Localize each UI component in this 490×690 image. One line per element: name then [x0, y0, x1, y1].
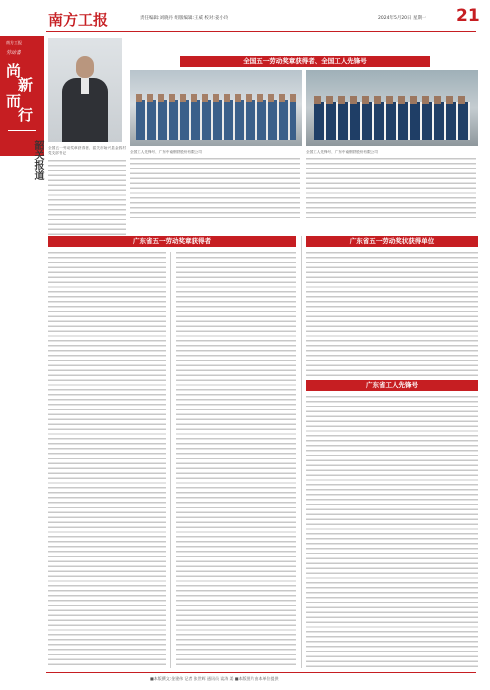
footer-credits: ■本版撰文:金建伟 记者 张世辉 通讯员 谈涛 姜 ■本版图片由本单位提供 [150, 676, 279, 681]
side-tab-char: 行 [18, 106, 34, 124]
section-banner-national: 全国五一劳动奖章获得者、全国工人先锋号 [180, 56, 430, 67]
issue-date: 2024年5月20日 星期一 [378, 16, 427, 21]
group-photo-2 [306, 70, 478, 146]
side-tab-char: 新 [18, 76, 34, 94]
group-photo-1 [130, 70, 302, 146]
section-banner-provincial-award: 广东省五一劳动奖状获得单位 [306, 236, 478, 247]
newspaper-logo: 南方工报 [48, 11, 109, 29]
workers-heads [314, 96, 470, 104]
lead-article-body [48, 160, 126, 246]
person-caption: 全国五一劳动奖章获得者、韶关市始兴县金钱村党支部书记 [48, 146, 126, 155]
editor-credits: 责任编辑:刘晓丹 组版编辑:王威 校对:姜小玲 [140, 16, 229, 21]
group-article-body [130, 158, 300, 218]
workers-row [314, 102, 470, 140]
article-column-3 [306, 252, 478, 376]
side-tab-divider [8, 130, 36, 131]
article-column-4 [306, 396, 478, 668]
article-column-1 [48, 252, 166, 668]
workers-row [136, 100, 296, 140]
section-banner-pioneer: 广东省工人先锋号 [306, 380, 478, 391]
section-banner-provincial-medal: 广东省五一劳动奖章获得者 [48, 236, 296, 247]
group-caption: 全国工人先锋号、广东中南钢铁股份有限公司 [130, 150, 202, 154]
article-column-2 [176, 252, 296, 668]
footer-rule [46, 672, 476, 673]
workers-heads [136, 94, 296, 102]
column-divider [170, 252, 171, 668]
side-tab-small-label: 南方工报 [6, 40, 22, 45]
side-tab-char: 尚 [6, 62, 22, 80]
person-photo [48, 38, 122, 142]
side-tab-kicker: 劳动者 [6, 50, 22, 56]
person-collar [81, 78, 89, 94]
masthead-rule [46, 31, 476, 32]
column-divider [301, 236, 302, 668]
page-number: 21 [456, 6, 480, 26]
section-title-vertical: 韶关报道 [32, 140, 43, 180]
side-tab-char: 而 [6, 92, 22, 110]
group-caption: 全国工人先锋号、广东中南钢铁股份有限公司 [306, 150, 378, 154]
person-head [76, 56, 94, 78]
group-article-body [306, 158, 476, 218]
